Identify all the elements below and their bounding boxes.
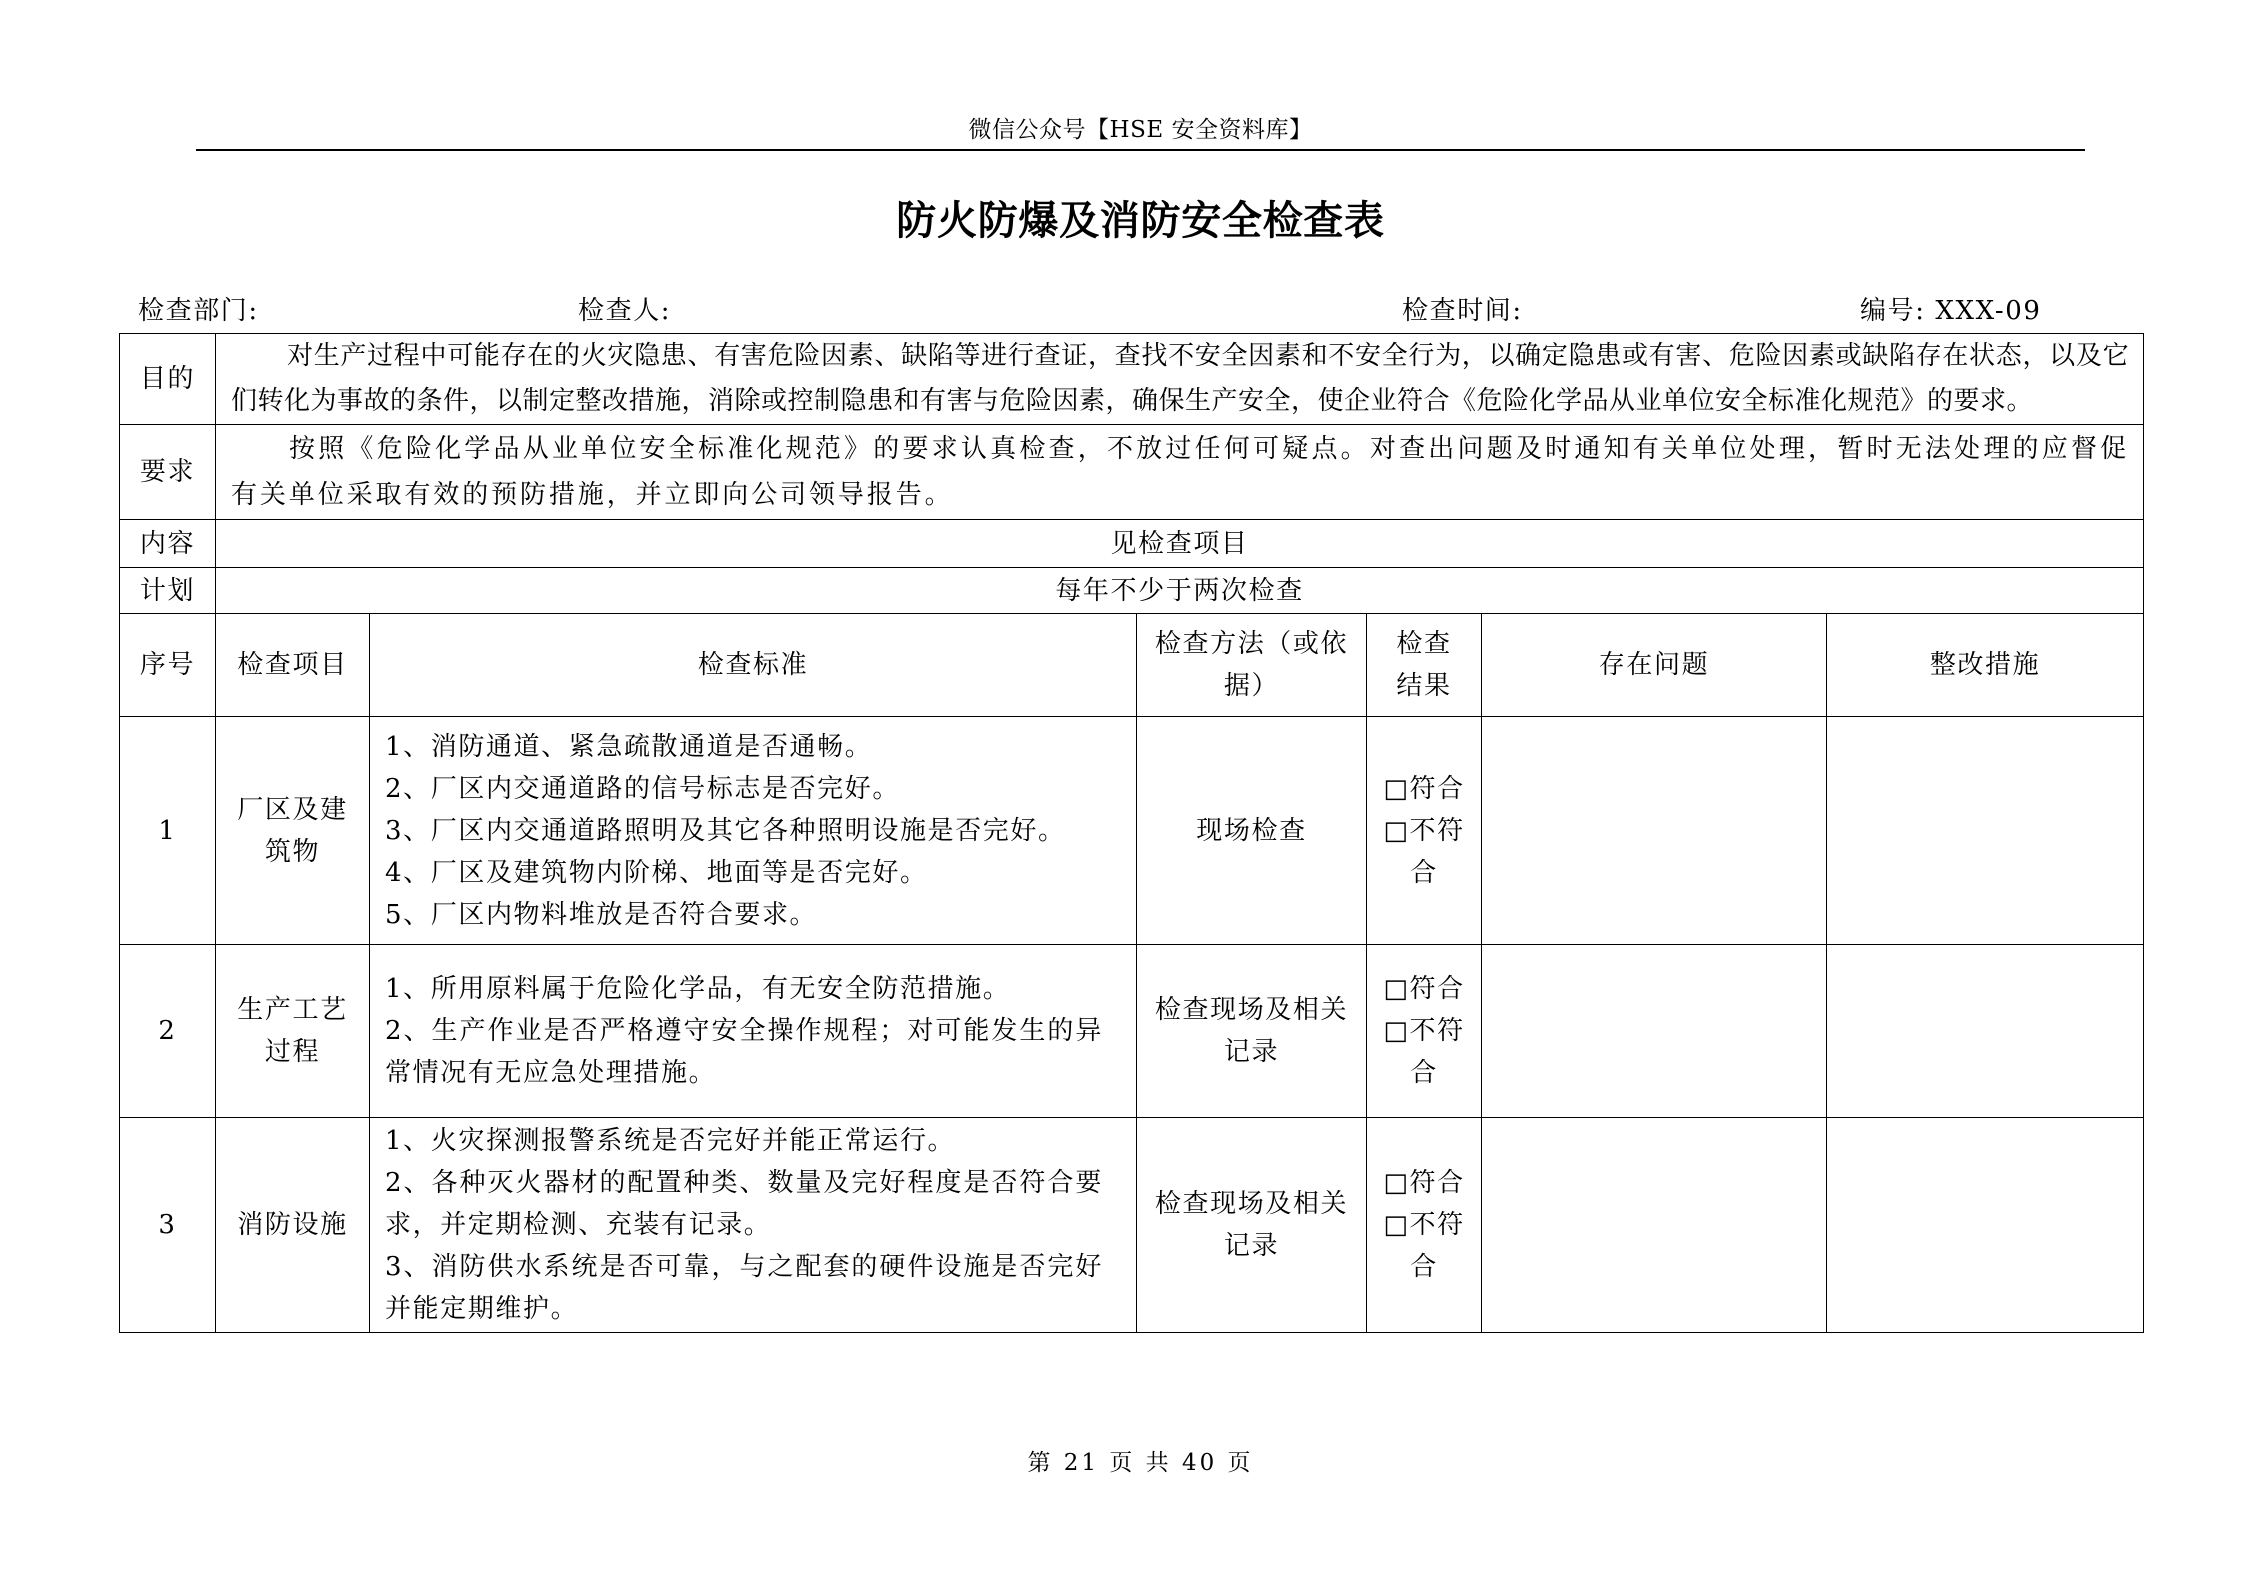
row-result (1367, 945, 1482, 1118)
purpose-label: 目的 (120, 334, 216, 425)
row-problem-cell (1482, 945, 1827, 1118)
result-option-fail: □不符合 (1383, 1016, 1465, 1088)
result-option-pass: □符合 (1383, 773, 1465, 804)
row-standards (370, 1118, 1137, 1333)
row-item: 厂区及建筑物 (216, 717, 370, 945)
column-header-row (120, 614, 2144, 717)
row-method: 现场检查 (1137, 717, 1367, 945)
row-number: 3 (120, 1118, 216, 1333)
standard-item: 1、火灾探测报警系统是否完好并能正常运行。 (385, 1126, 956, 1156)
column-header-no: 序号 (120, 614, 216, 717)
row-method: 检查现场及相关记录 (1137, 1118, 1367, 1333)
row-result (1367, 1118, 1482, 1333)
result-option-pass: □符合 (1383, 1168, 1465, 1198)
standard-item: 5、厂区内物料堆放是否符合要求。 (385, 899, 818, 930)
row-result (1367, 717, 1482, 945)
standard-item: 2、厂区内交通道路的信号标志是否完好。 (385, 773, 900, 804)
inspector-label: 检查人: (578, 296, 672, 326)
standard-item: 1、消防通道、紧急疏散通道是否通畅。 (385, 731, 873, 762)
column-header-problem: 存在问题 (1482, 614, 1827, 717)
row-measure-cell (1827, 945, 2144, 1118)
table-row (120, 945, 2144, 1118)
department-label: 检查部门: (138, 296, 259, 326)
inspection-time-label: 检查时间: (1402, 296, 1523, 326)
column-header-result: 检查结果 (1396, 629, 1452, 701)
plan-text: 每年不少于两次检查 (216, 568, 2144, 614)
row-measure-cell (1827, 717, 2144, 945)
purpose-text: 对生产过程中可能存在的火灾隐患、有害危险因素、缺陷等进行查证，查找不安全因素和不安全行为，以确定隐患或有害、危险因素或缺陷存在状态，以及它们转化为事故的条件，以制定整改措施，消除或控制隐患和有害与危险因素，确保生产安全，使企业符合《危险化学品从业单位安全标准化规范》的要求。 (216, 334, 2144, 425)
result-option-fail: □不符合 (1383, 1210, 1465, 1282)
table-row (120, 717, 2144, 945)
row-item: 生产工艺过程 (216, 945, 370, 1118)
standard-item: 4、厂区及建筑物内阶梯、地面等是否完好。 (385, 857, 928, 888)
requirement-row (120, 425, 2144, 520)
header-divider (196, 149, 2085, 151)
column-header-method: 检查方法（或依据） (1137, 614, 1367, 717)
row-item: 消防设施 (216, 1118, 370, 1333)
content-label: 内容 (120, 520, 216, 568)
column-header-measure: 整改措施 (1827, 614, 2144, 717)
row-standards (370, 945, 1137, 1118)
document-title: 防火防爆及消防安全检查表 (896, 197, 1385, 244)
document-code: 编号: XXX-09 (1860, 296, 2042, 326)
plan-label: 计划 (120, 568, 216, 614)
column-header-result-cell (1367, 614, 1482, 717)
inspection-table (119, 333, 2144, 1333)
row-method: 检查现场及相关记录 (1137, 945, 1367, 1118)
column-header-standard: 检查标准 (370, 614, 1137, 717)
standard-item: 2、生产作业是否严格遵守安全操作规程；对可能发生的异常情况有无应急处理措施。 (385, 1016, 1103, 1088)
column-header-item: 检查项目 (216, 614, 370, 717)
standard-item: 3、消防供水系统是否可靠，与之配套的硬件设施是否完好并能定期维护。 (385, 1252, 1103, 1324)
plan-row (120, 568, 2144, 614)
purpose-row (120, 334, 2144, 425)
row-number: 2 (120, 945, 216, 1118)
page-number: 第 21 页 共 40 页 (1027, 1450, 1254, 1476)
standard-item: 3、厂区内交通道路照明及其它各种照明设施是否完好。 (385, 815, 1066, 846)
result-option-pass: □符合 (1383, 974, 1465, 1004)
requirement-label: 要求 (120, 425, 216, 520)
result-option-fail: □不符合 (1383, 815, 1465, 888)
row-measure-cell (1827, 1118, 2144, 1333)
standard-item: 2、各种灭火器材的配置种类、数量及完好程度是否符合要求，并定期检测、充装有记录。 (385, 1168, 1103, 1240)
content-text: 见检查项目 (216, 520, 2144, 568)
requirement-text: 按照《危险化学品从业单位安全标准化规范》的要求认真检查，不放过任何可疑点。对查出问题及时通知有关单位处理，暂时无法处理的应督促有关单位采取有效的预防措施，并立即向公司领导报告。 (216, 425, 2144, 520)
page-header-text: 微信公众号【HSE 安全资料库】 (968, 117, 1313, 143)
row-problem-cell (1482, 1118, 1827, 1333)
table-row (120, 1118, 2144, 1333)
standard-item: 1、所用原料属于危险化学品，有无安全防范措施。 (385, 974, 1011, 1004)
content-row (120, 520, 2144, 568)
row-problem-cell (1482, 717, 1827, 945)
row-standards (370, 717, 1137, 945)
row-number: 1 (120, 717, 216, 945)
